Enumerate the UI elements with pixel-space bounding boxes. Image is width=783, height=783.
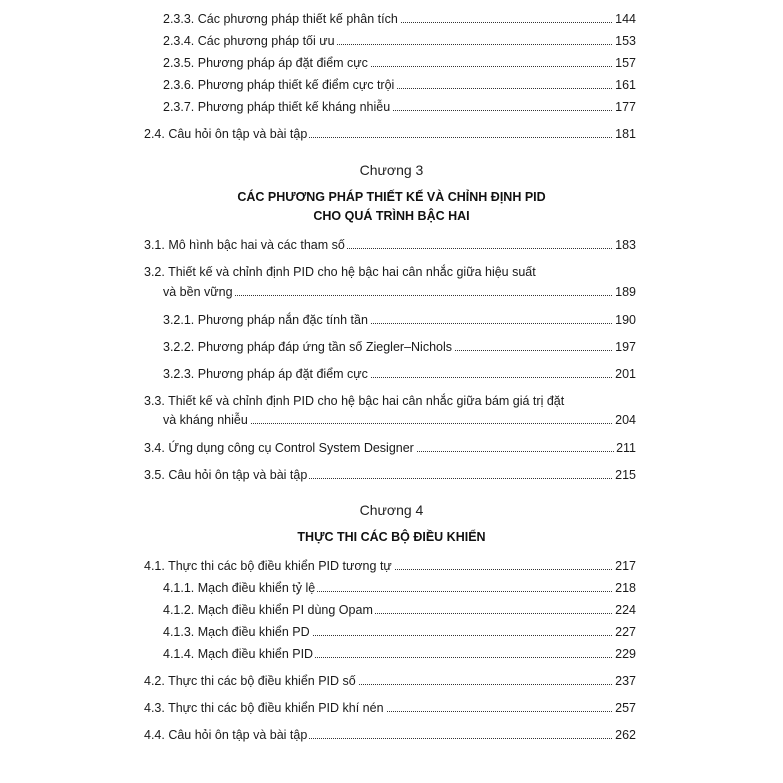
toc-page-number: 218 <box>613 578 636 598</box>
toc-page-number: 181 <box>613 124 636 144</box>
toc-entry-4-1-2[interactable] <box>163 600 636 620</box>
toc-entry-label: 2.4. Câu hỏi ôn tập và bài tập <box>144 124 309 144</box>
toc-entry-label: 3.4. Ứng dụng công cụ Control System Designer <box>144 438 416 458</box>
toc-entry-3-2-3[interactable] <box>163 364 636 384</box>
chapter-3-title-line-2: CHO QUÁ TRÌNH BẬC HAI <box>313 209 470 223</box>
toc-entry-4-4[interactable] <box>144 725 636 745</box>
toc-entry-4-1-1[interactable] <box>163 578 636 598</box>
toc-entry-2-3-4[interactable] <box>163 31 636 51</box>
toc-page-number: 183 <box>613 235 636 255</box>
toc-entry-2-3-7[interactable] <box>163 97 636 117</box>
toc-entry-3-3[interactable] <box>163 410 636 430</box>
toc-entry-label: 2.3.5. Phương pháp áp đặt điểm cực <box>163 53 370 73</box>
chapter-3-title-line-1: CÁC PHƯƠNG PHÁP THIẾT KẾ VÀ CHỈNH ĐỊNH PID <box>237 190 546 204</box>
toc-page-number: 161 <box>613 75 636 95</box>
toc-entry-label: 4.1.1. Mạch điều khiển tỷ lệ <box>163 578 317 598</box>
toc-entry-4-3[interactable] <box>144 698 636 718</box>
toc-page-number: 197 <box>613 337 636 357</box>
toc-page-number: 201 <box>613 364 636 384</box>
toc-page-number: 237 <box>613 671 636 691</box>
toc-page-number: 262 <box>613 725 636 745</box>
toc-entry-label: 2.3.6. Phương pháp thiết kế điểm cực trội <box>163 75 396 95</box>
toc-entry-label: 3.2.2. Phương pháp đáp ứng tần số Ziegler–Nichols <box>163 337 454 357</box>
toc-entry-4-1-3[interactable] <box>163 622 636 642</box>
toc-entry-3-1[interactable] <box>144 235 636 255</box>
toc-entry-3-2[interactable] <box>163 282 636 302</box>
toc-entry-3-2-1[interactable] <box>163 310 636 330</box>
toc-entry-4-1-4[interactable] <box>163 644 636 664</box>
toc-page-number: 153 <box>613 31 636 51</box>
toc-entry-label: và bền vững <box>163 282 235 302</box>
toc-page-number: 211 <box>614 438 636 458</box>
toc-entry-3-2-2[interactable] <box>163 337 636 357</box>
toc-entry-label: 2.3.3. Các phương pháp thiết kế phân tích <box>163 9 400 29</box>
toc-entry-2-3-6[interactable] <box>163 75 636 95</box>
toc-entry-2-3-5[interactable] <box>163 53 636 73</box>
toc-entry-3-3-first-line[interactable]: 3.3. Thiết kế và chỉnh định PID cho hệ bậc hai cân nhắc giữa bám giá trị đặt <box>144 394 565 408</box>
toc-page-number: 190 <box>613 310 636 330</box>
chapter-4-title: THỰC THI CÁC BỘ ĐIỀU KHIỂN <box>297 530 486 544</box>
toc-entry-4-2[interactable] <box>144 671 636 691</box>
toc-entry-label: 4.3. Thực thi các bộ điều khiển PID khí nén <box>144 698 386 718</box>
toc-entry-label: 3.2.1. Phương pháp nắn đặc tính tần <box>163 310 370 330</box>
toc-entry-3-2-first-line[interactable]: 3.2. Thiết kế và chỉnh định PID cho hệ bậc hai cân nhắc giữa hiệu suất <box>144 265 536 279</box>
toc-page-number: 177 <box>613 97 636 117</box>
toc-page-number: 204 <box>613 410 636 430</box>
chapter-3-heading: Chương 3 <box>359 162 424 178</box>
toc-entry-label: 4.1. Thực thi các bộ điều khiển PID tương tự <box>144 556 394 576</box>
toc-entry-2-3-3[interactable] <box>163 9 636 29</box>
toc-entry-3-5[interactable] <box>144 465 636 485</box>
toc-page-number: 189 <box>613 282 636 302</box>
toc-page-number: 215 <box>613 465 636 485</box>
toc-entry-label: và kháng nhiễu <box>163 410 250 430</box>
toc-entry-2-4[interactable] <box>144 124 636 144</box>
toc-entry-label: 4.4. Câu hỏi ôn tập và bài tập <box>144 725 309 745</box>
toc-entry-label: 4.1.2. Mạch điều khiển PI dùng Opam <box>163 600 375 620</box>
toc-page-number: 224 <box>613 600 636 620</box>
chapter-4-heading: Chương 4 <box>359 502 424 518</box>
toc-entry-label: 2.3.7. Phương pháp thiết kế kháng nhiễu <box>163 97 392 117</box>
toc-entry-label: 4.1.3. Mạch điều khiển PD <box>163 622 312 642</box>
toc-entry-label: 4.2. Thực thi các bộ điều khiển PID số <box>144 671 358 691</box>
toc-page-number: 227 <box>613 622 636 642</box>
toc-page-number: 229 <box>613 644 636 664</box>
toc-entry-label: 3.1. Mô hình bậc hai và các tham số <box>144 235 347 255</box>
toc-page-number: 257 <box>613 698 636 718</box>
toc-entry-label: 3.5. Câu hỏi ôn tập và bài tập <box>144 465 309 485</box>
toc-page-number: 217 <box>613 556 636 576</box>
toc-page-number: 144 <box>613 9 636 29</box>
toc-entry-label: 2.3.4. Các phương pháp tối ưu <box>163 31 337 51</box>
toc-entry-4-1[interactable] <box>144 556 636 576</box>
toc-entry-3-4[interactable] <box>144 438 636 458</box>
toc-entry-label: 4.1.4. Mạch điều khiển PID <box>163 644 315 664</box>
toc-entry-label: 3.2.3. Phương pháp áp đặt điểm cực <box>163 364 370 384</box>
toc-page-number: 157 <box>613 53 636 73</box>
